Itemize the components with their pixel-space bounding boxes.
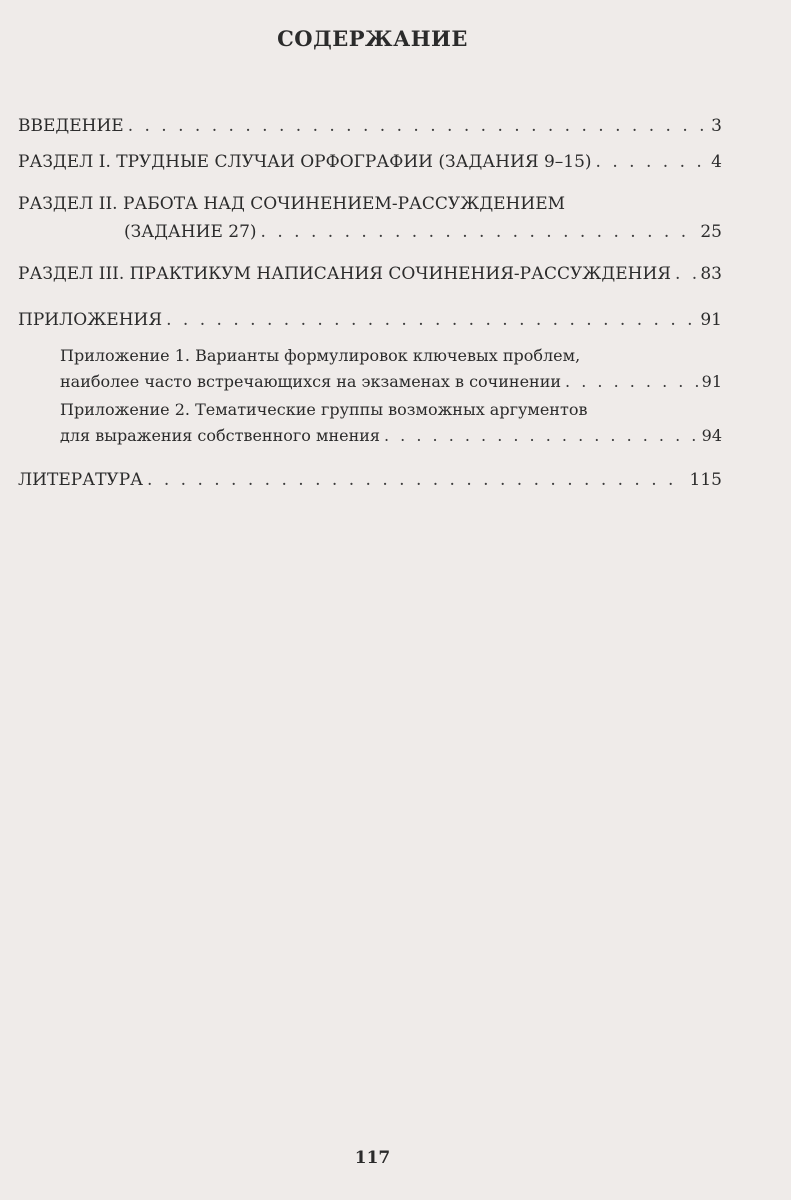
- toc-entry-page: 4: [711, 152, 722, 172]
- toc-entry-section-1: [18, 152, 722, 172]
- toc-entry-appendix-2: [60, 426, 722, 445]
- toc-entry-page: 91: [700, 310, 722, 330]
- toc-entry-appendix-2-line-1: Приложение 2. Тематические группы возможных аргументов: [60, 400, 588, 419]
- toc-entry-label: РАЗДЕЛ I. ТРУДНЫЕ СЛУЧАИ ОРФОГРАФИИ (ЗАДАНИЯ 9–15): [18, 152, 592, 172]
- dot-leader: [261, 222, 697, 242]
- toc-entry-section-2: [124, 222, 722, 242]
- toc-entry-label: РАЗДЕЛ III. ПРАКТИКУМ НАПИСАНИЯ СОЧИНЕНИЯ-РАССУЖДЕНИЯ: [18, 264, 671, 284]
- toc-entry-section-2-line-1: РАЗДЕЛ II. РАБОТА НАД СОЧИНЕНИЕМ-РАССУЖДЕНИЕМ: [18, 194, 566, 214]
- toc-entry-label: для выражения собственного мнения: [60, 426, 380, 445]
- toc-entry-label: ВВЕДЕНИЕ: [18, 116, 124, 136]
- dot-leader: [675, 264, 696, 284]
- page-title: СОДЕРЖАНИЕ: [277, 26, 468, 51]
- toc-entry-page: 94: [701, 426, 722, 445]
- toc-entry-appendix-1-line-1: Приложение 1. Варианты формулировок ключевых проблем,: [60, 346, 581, 365]
- dot-leader: [128, 116, 707, 136]
- toc-entry-intro: [18, 116, 722, 136]
- toc-entry-page: 91: [701, 372, 722, 391]
- toc-entry-label: ПРИЛОЖЕНИЯ: [18, 310, 163, 330]
- dot-leader: [384, 426, 698, 445]
- dot-leader: [565, 372, 698, 391]
- toc-entry-label: (ЗАДАНИЕ 27): [124, 222, 257, 242]
- toc-entry-page: 115: [689, 470, 722, 490]
- toc-entry-page: 3: [711, 116, 722, 136]
- toc-entry-page: 83: [700, 264, 722, 284]
- dot-leader: [147, 470, 686, 490]
- toc-entry-literature: [18, 470, 722, 490]
- dot-leader: [166, 310, 696, 330]
- page-number: 117: [354, 1148, 391, 1168]
- toc-entry-appendices: [18, 310, 722, 330]
- toc-entry-label: наиболее часто встречающихся на экзаменах в сочинении: [60, 372, 562, 391]
- toc-entry-label: ЛИТЕРАТУРА: [18, 470, 144, 490]
- dot-leader: [596, 152, 708, 172]
- toc-entry-appendix-1: [60, 372, 722, 391]
- toc-entry-section-3: [18, 264, 722, 284]
- toc-entry-page: 25: [700, 222, 722, 242]
